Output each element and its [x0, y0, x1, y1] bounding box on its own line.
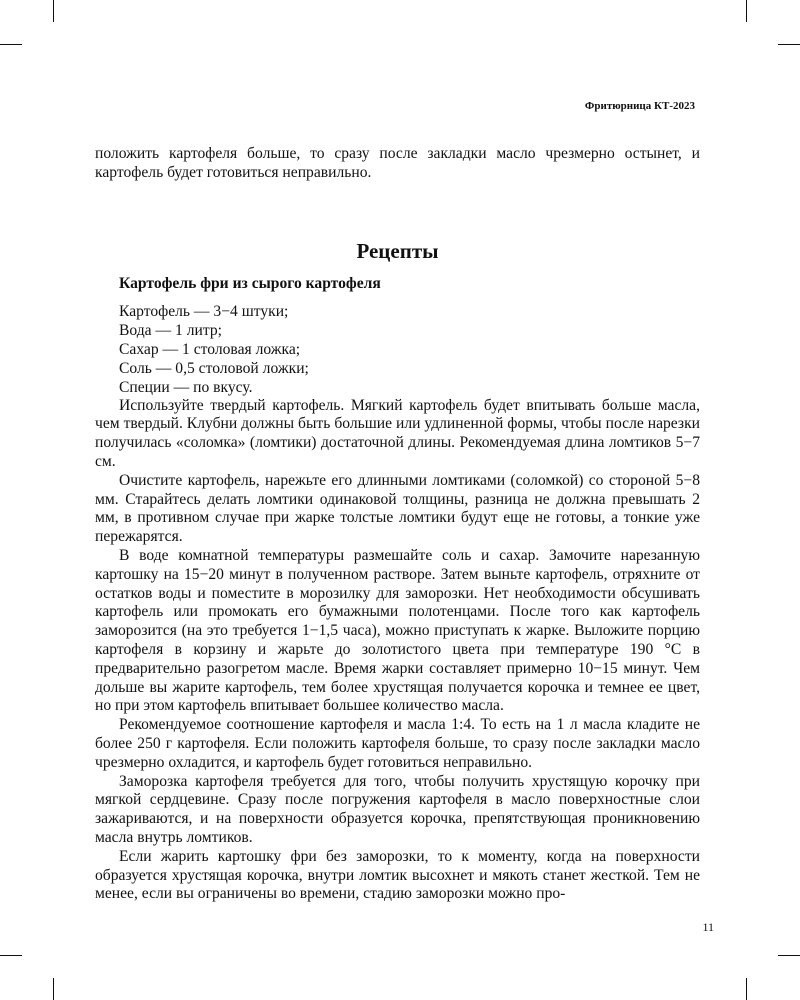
ingredient-list	[119, 302, 700, 397]
crop-mark-top-right-vertical	[746, 0, 747, 22]
recipe-paragraph: Если жарить картошку фри без заморозки, то к моменту, когда на поверхности образуется хрустящая корочка, внутри ломтик высохнет и мякоть станет жесткой. Тем не менее, если вы ограничены во времени, стадию заморозки можно про-	[95, 847, 700, 903]
crop-mark-top-left-vertical	[53, 0, 54, 22]
crop-mark-bottom-left-vertical	[53, 978, 54, 1000]
recipe-title: Картофель фри из сырого картофеля	[119, 274, 381, 292]
page-content	[95, 145, 700, 904]
crop-mark-bottom-right-horizontal	[778, 955, 800, 956]
ingredient-item: Соль — 0,5 столовой ложки;	[119, 359, 309, 377]
ingredient-item: Картофель — 3−4 штуки;	[119, 302, 289, 320]
recipe-paragraph: Очистите картофель, нарежьте его длинными ломтиками (соломкой) со стороной 5−8 мм. Старайтесь делать ломтики одинаковой толщины, разница не должна превышать 2 мм, в противном случае при жарке толстые ломтики будут еще не готовы, а тонкие уже пережарятся.	[95, 471, 700, 546]
running-header: Фритюрница КТ-2023	[584, 100, 695, 112]
recipe-paragraph: Рекомендуемое соотношение картофеля и масла 1:4. То есть на 1 л масла кладите не более 250 г картофеля. Если положить картофеля больше, то сразу после закладки масло чрезмерно охладится, и картофель будет готовиться неправильно.	[95, 716, 700, 771]
recipe-paragraph: В воде комнатной температуры размешайте соль и сахар. Замочите нарезанную картошку на 15−20 минут в полученном растворе. Затем выньте картофель, отряхните от остатков воды и поместите в морозилку для заморозки. Нет необходимости обсушивать картофель или промокать его бумажными полотенцами. После того как картофель заморозится (на это требуется 1−1,5 часа), можно приступать к жарке. Выложите порцию картофеля в корзину и жарьте до золотистого цвета при температуре 190 °С в предварительно разогретом масле. Время жарки составляет примерно 10−15 минут. Чем дольше вы жарите картофель, тем более хрустящая получается корочка и темнее ее цвет, но при этом картофель впитывает большее количество масла.	[95, 546, 700, 715]
recipe-paragraph: Заморозка картофеля требуется для того, чтобы получить хрустящую корочку при мягкой сердцевине. Сразу после погружения картофеля в масло поверхностные слои зажариваются, и на поверхности образуется корочка, препятствующая проникновению масла внутрь ломтиков.	[95, 772, 700, 846]
crop-mark-top-right-horizontal	[778, 44, 800, 45]
ingredient-item: Специи — по вкусу.	[119, 378, 253, 396]
crop-mark-bottom-right-vertical	[746, 978, 747, 1000]
page-number: 11	[702, 920, 714, 934]
recipe-paragraph: Используйте твердый картофель. Мягкий картофель будет впитывать больше масла, чем твердый. Клубни должны быть большие или удлиненной формы, чтобы после нарезки получилась «соломка» (ломтики) достаточной длины. Рекомендуемая длина ломтиков 5−7 см.	[95, 396, 700, 470]
section-title: Рецепты	[356, 238, 439, 263]
crop-mark-bottom-left-horizontal	[0, 955, 22, 956]
ingredient-item: Вода — 1 литр;	[119, 321, 222, 339]
intro-paragraph: положить картофеля больше, то сразу после закладки масло чрезмерно остынет, и картофель будет готовиться неправильно.	[95, 145, 700, 181]
crop-mark-top-left-horizontal	[0, 44, 22, 45]
ingredient-item: Сахар — 1 столовая ложка;	[119, 340, 301, 358]
